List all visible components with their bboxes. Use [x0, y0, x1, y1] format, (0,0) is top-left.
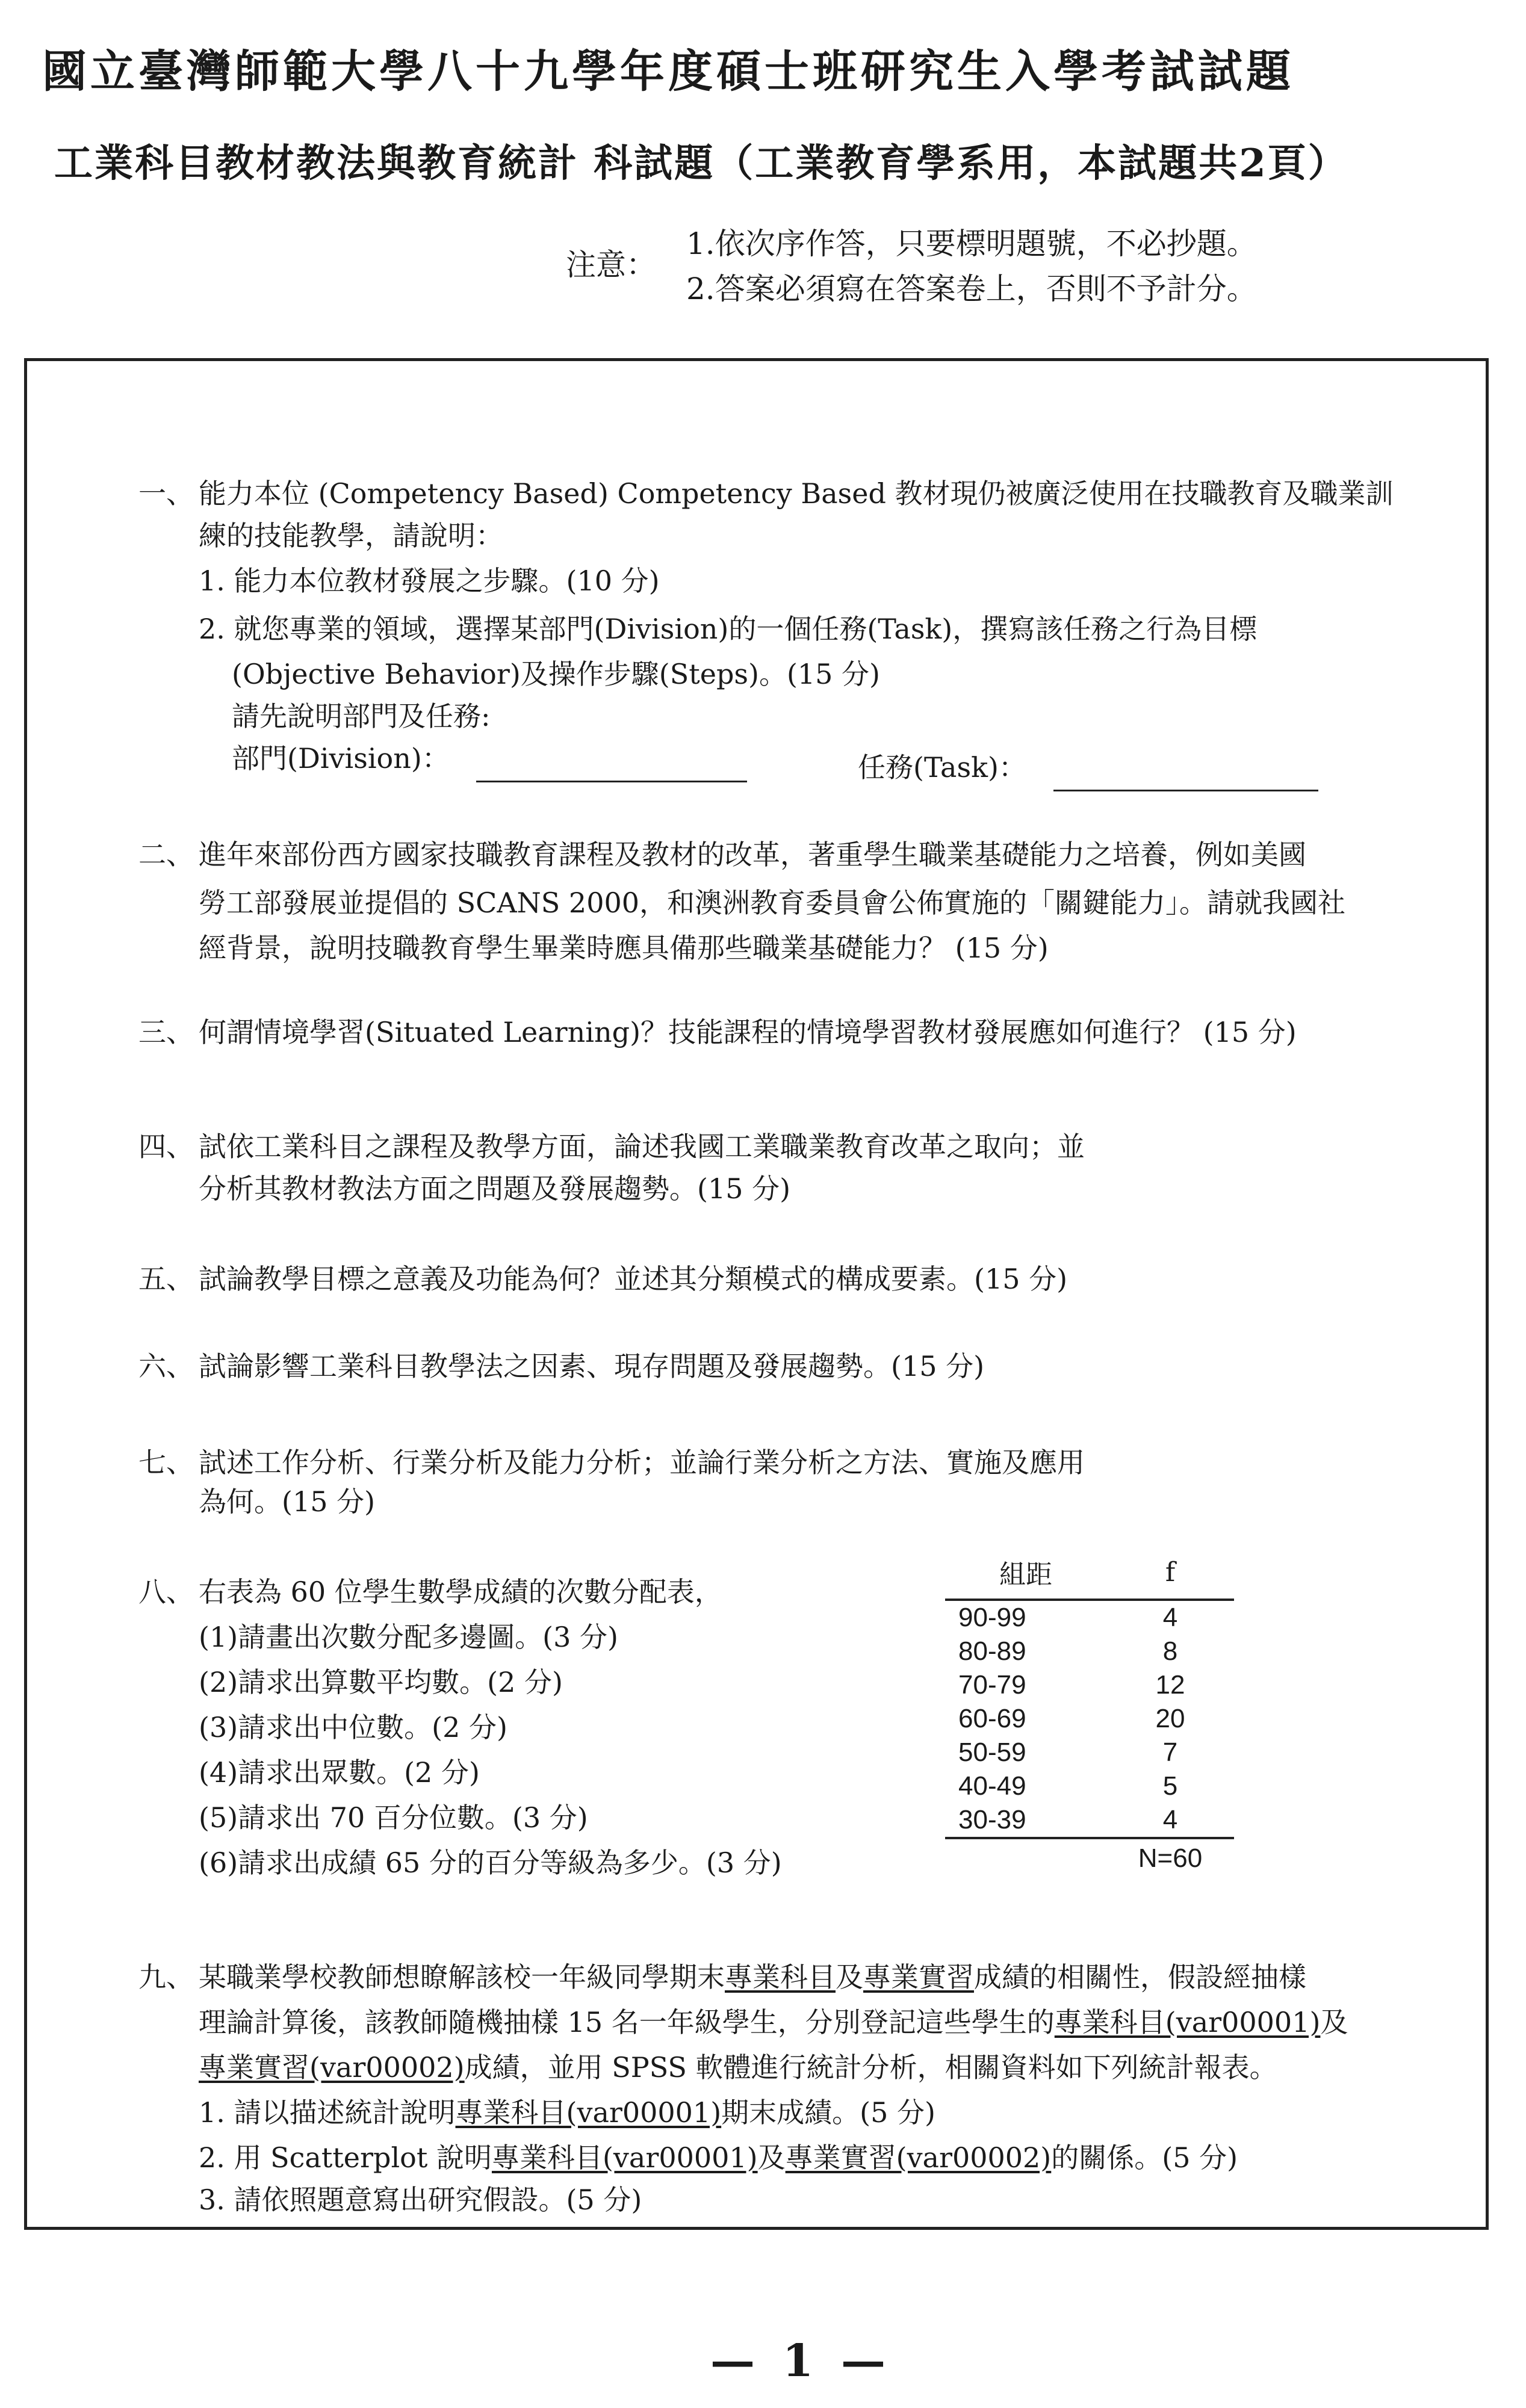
- question-text: 經背景，說明技職教育學生畢業時應具備那些職業基礎能力？ (15 分): [199, 932, 1049, 964]
- sub-question: (6)請求出成績 65 分的百分等級為多少。(3 分): [199, 1846, 782, 1879]
- range-cell: 70-79: [958, 1670, 1026, 1700]
- question-number: 四、: [138, 1130, 194, 1163]
- sub-question: (Objective Behavior)及操作步驟(Steps)。(15 分): [232, 658, 881, 690]
- sub-question: (1)請畫出次數分配多邊圖。(3 分): [199, 1621, 618, 1653]
- range-cell: 40-49: [958, 1771, 1026, 1801]
- exam-subtitle: 工業科目教材教法與教育統計 科試題（工業教育學系用，本試題共2頁）: [54, 141, 1348, 186]
- task-blank: [1053, 758, 1318, 791]
- question-text: 能力本位 (Competency Based) Competency Based 教材現仍被廣泛使用在技職教育及職業訓: [199, 477, 1394, 510]
- table-header-row: [945, 1553, 1234, 1600]
- table-row: [945, 1803, 1234, 1838]
- question-number: 一、: [138, 477, 194, 510]
- task-field: [858, 743, 1318, 791]
- table-row: [945, 1702, 1234, 1736]
- notice-item: 1.依次序作答，只要標明題號，不必抄題。: [686, 226, 1257, 261]
- question-text: 某職業學校教師想瞭解該校一年級同學期末專業科目及專業實習成績的相關性，假設經抽樣: [199, 1961, 1306, 1993]
- sub-question: 1. 請以描述統計說明專業科目(var00001)期末成績。(5 分): [199, 2096, 935, 2129]
- frequency-cell: 12: [1155, 1670, 1185, 1700]
- question-number: 六、: [138, 1350, 194, 1382]
- question-number: 八、: [138, 1576, 194, 1608]
- frequency-cell: 8: [1162, 1636, 1178, 1666]
- total-cell: N=60: [1138, 1843, 1203, 1873]
- question-text: 試論影響工業科目教學法之因素、現存問題及發展趨勢。(15 分): [199, 1350, 985, 1382]
- range-cell: 50-59: [958, 1738, 1026, 1767]
- sub-question: 2. 用 Scatterplot 說明專業科目(var00001)及專業實習(var00002)的關係。(5 分): [199, 2141, 1238, 2174]
- range-cell: 80-89: [958, 1636, 1026, 1666]
- question-text: 試依工業科目之課程及教學方面，論述我國工業職業教育改革之取向；並: [199, 1130, 1085, 1163]
- question-text: 試述工作分析、行業分析及能力分析；並論行業分析之方法、實施及應用: [199, 1446, 1085, 1479]
- question-text: 勞工部發展並提倡的 SCANS 2000，和澳洲教育委員會公佈實施的「關鍵能力」。請就我國社: [199, 887, 1346, 919]
- sub-question: 2. 就您專業的領域，選擇某部門(Division)的一個任務(Task)，撰寫該任務之行為目標: [199, 613, 1258, 645]
- range-cell: 60-69: [958, 1704, 1026, 1733]
- page-number: — 1 —: [710, 2335, 892, 2387]
- table-row: [945, 1668, 1234, 1702]
- table-row: [945, 1635, 1234, 1668]
- table-row: [945, 1736, 1234, 1769]
- frequency-cell: 7: [1162, 1738, 1178, 1767]
- column-header-f: f: [1106, 1553, 1234, 1600]
- division-blank: [476, 749, 747, 782]
- question-text: 為何。(15 分): [199, 1485, 376, 1518]
- range-cell: 90-99: [958, 1603, 1026, 1632]
- sub-question: (4)請求出眾數。(2 分): [199, 1756, 480, 1789]
- range-cell: 30-39: [945, 1803, 1106, 1838]
- question-text: 試論教學目標之意義及功能為何？並述其分類模式的構成要素。(15 分): [199, 1263, 1068, 1295]
- frequency-cell: 5: [1162, 1771, 1178, 1801]
- question-text: 理論計算後，該教師隨機抽樣 15 名一年級學生，分別登記這些學生的專業科目(var00001)及: [199, 2006, 1348, 2038]
- sub-question: 3. 請依照題意寫出研究假設。(5 分): [199, 2184, 642, 2216]
- question-text: 專業實習(var00002)成績，並用 SPSS 軟體進行統計分析，相關資料如下列統計報表。: [199, 2051, 1277, 2084]
- question-text: 何謂情境學習(Situated Learning)？技能課程的情境學習教材發展應如何進行？ (15 分): [199, 1016, 1297, 1048]
- question-number: 二、: [138, 838, 194, 871]
- question-text: 分析其教材教法方面之問題及發展趨勢。(15 分): [199, 1172, 791, 1205]
- table-total-row: [945, 1838, 1234, 1875]
- sub-question: 1. 能力本位教材發展之步驟。(10 分): [199, 565, 660, 597]
- sub-question: 請先說明部門及任務:: [232, 700, 491, 732]
- frequency-cell: 20: [1155, 1704, 1185, 1733]
- question-number: 九、: [138, 1961, 194, 1993]
- division-field: [232, 734, 747, 782]
- question-number: 七、: [138, 1446, 194, 1479]
- exam-title: 國立臺灣師範大學八十九學年度碩士班研究生入學考試試題: [42, 46, 1294, 97]
- question-number: 五、: [138, 1263, 194, 1295]
- frequency-cell: 4: [1106, 1803, 1234, 1838]
- task-label: 任務(Task)：: [858, 751, 1026, 784]
- question-text: 進年來部份西方國家技職教育課程及教材的改革，著重學生職業基礎能力之培養，例如美國: [199, 838, 1306, 871]
- notice-item: 2.答案必須寫在答案卷上，否則不予計分。: [686, 271, 1257, 306]
- sub-question: (3)請求出中位數。(2 分): [199, 1711, 507, 1744]
- frequency-table: [945, 1553, 1234, 1875]
- question-text: 右表為 60 位學生數學成績的次數分配表，: [199, 1576, 722, 1608]
- sub-question: (2)請求出算數平均數。(2 分): [199, 1666, 563, 1698]
- notice-label: 注意：: [566, 247, 656, 282]
- column-header-range: 組距: [945, 1553, 1106, 1600]
- frequency-cell: 4: [1162, 1603, 1178, 1632]
- question-text: 練的技能教學，請說明：: [199, 519, 503, 552]
- question-number: 三、: [138, 1016, 194, 1048]
- sub-question: (5)請求出 70 百分位數。(3 分): [199, 1801, 588, 1834]
- division-label: 部門(Division)：: [232, 742, 450, 775]
- table-row: [945, 1600, 1234, 1635]
- table-row: [945, 1769, 1234, 1803]
